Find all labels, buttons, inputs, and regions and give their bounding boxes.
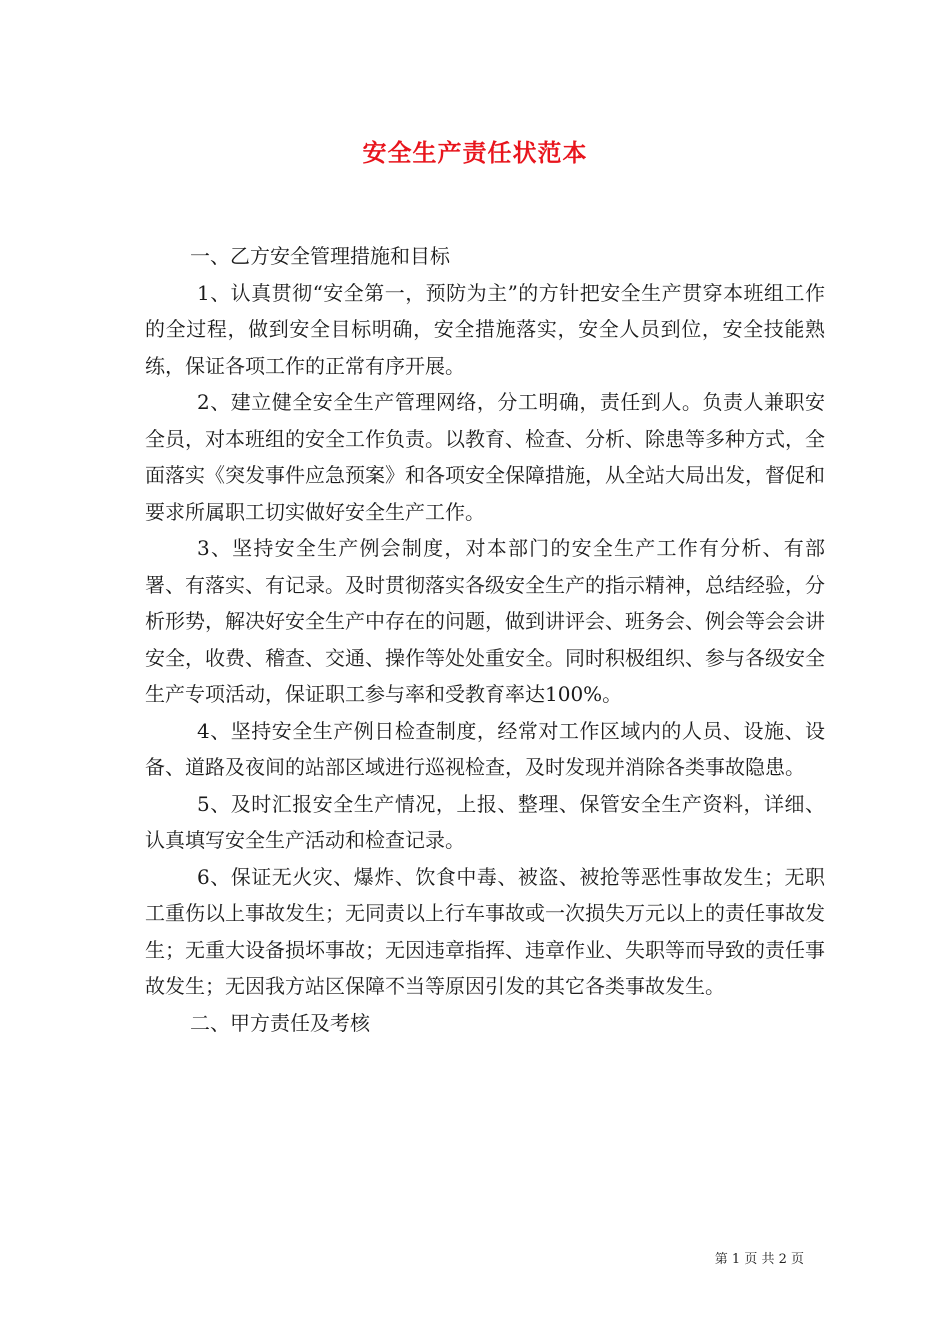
paragraph-item-5: 5、及时汇报安全生产情况，上报、整理、保管安全生产资料，详细、认真填写安全生产活动和检查记录。 — [145, 791, 825, 852]
paragraph-item-1: 1、认真贯彻“安全第一，预防为主”的方针把安全生产贯穿本班组工作的全过程，做到安全目标明确，安全措施落实，安全人员到位，安全技能熟练，保证各项工作的正常有序开展。 — [145, 280, 825, 378]
document-title: 安全生产责任状范本 — [362, 139, 588, 167]
paragraph-item-3: 3、坚持安全生产例会制度，对本部门的安全生产工作有分析、有部署、有落实、有记录。及时贯彻落实各级安全生产的指示精神，总结经验，分析形势，解决好安全生产中存在的问题，做到讲评会、班务会、例会等会会讲安全，收费、稽查、交通、操作等处处重安全。同时积极组织、参与各级安全生产专项活动，保证职工参与率和受教育率达100%。 — [145, 536, 825, 706]
paragraph-item-4: 4、坚持安全生产例日检查制度，经常对工作区域内的人员、设施、设备、道路及夜间的站部区域进行巡视检查，及时发现并消除各类事故隐患。 — [145, 718, 825, 779]
paragraph-item-2: 2、建立健全安全生产管理网络，分工明确，责任到人。负责人兼职安全员，对本班组的安全工作负责。以教育、检查、分析、除患等多种方式，全面落实《突发事件应急预案》和各项安全保障措施，从全站大局出发，督促和要求所属职工切实做好安全生产工作。 — [145, 390, 825, 524]
section-heading-1: 一、乙方安全管理措施和目标 — [190, 244, 450, 268]
section-heading-2: 二、甲方责任及考核 — [190, 1010, 370, 1035]
paragraph-item-6: 6、保证无火灾、爆炸、饮食中毒、被盗、被抢等恶性事故发生；无职工重伤以上事故发生；无同责以上行车事故或一次损失万元以上的责任事故发生；无重大设备损坏事故；无因违章指挥、违章作业、失职等而导致的责任事故发生；无因我方站区保障不当等原因引发的其它各类事故发生。 — [145, 864, 825, 998]
document-body — [145, 238, 825, 1041]
page-number-footer: 第 1 页 共 2 页 — [714, 1252, 804, 1267]
